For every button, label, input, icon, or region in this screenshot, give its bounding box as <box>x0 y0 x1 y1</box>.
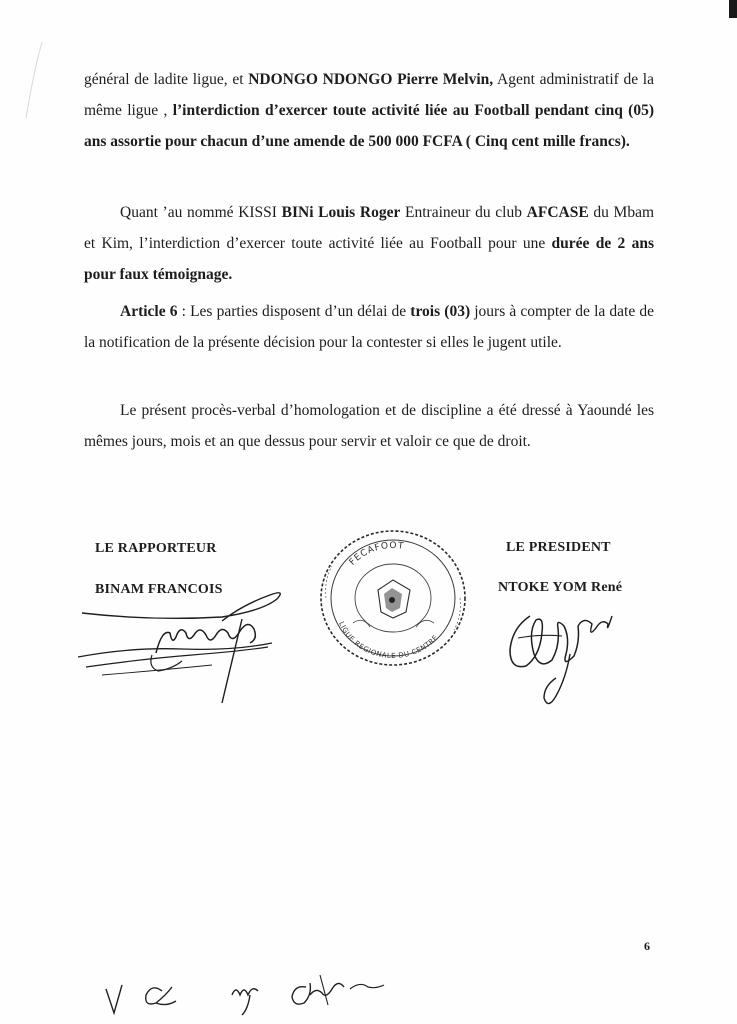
p2-text-2: Entraineur du club <box>400 204 527 221</box>
p1-bold-sanction: l’interdiction d’exercer toute activité liée au Football pendant cinq (05) ans assortie pour chacun d’une amende de 500 000 FCFA ( Cinq cent mille francs). <box>84 102 654 150</box>
svg-text:FECAFOOT <box>348 541 405 568</box>
p4-text-1: Le présent procès-verbal d’homologation et de discipline a été dressé à Yaoundé les mêmes jours, mois et an que dessus pour servir et valoir ce que de droit. <box>84 402 654 450</box>
paragraph-article-6 <box>84 296 654 358</box>
handwritten-initials <box>100 965 400 1020</box>
rapporteur-name: BINAM FRANCOIS <box>95 582 223 597</box>
paragraph-sanctions <box>84 64 654 157</box>
paragraph-closing <box>84 395 654 457</box>
p3-bold-delay: trois (03) <box>410 303 471 320</box>
p1-bold-name: NDONGO NDONGO Pierre Melvin, <box>248 71 494 88</box>
scan-artifact <box>12 40 52 120</box>
president-title: LE PRESIDENT <box>506 540 611 555</box>
page-number: 6 <box>644 939 650 953</box>
stamp-bottom-text: LIGUE REGIONALE DU CENTRE <box>337 620 440 661</box>
p3-bold-article: Article 6 <box>120 303 178 320</box>
p2-bold-duration: durée de 2 ans pour faux témoignage. <box>84 235 654 283</box>
p3-text-1: : Les parties disposent d’un délai de <box>177 303 411 320</box>
rapporteur-signature <box>72 585 292 710</box>
president-name: NTOKE YOM René <box>498 580 623 595</box>
official-stamp <box>318 528 468 668</box>
p2-text-3: du Mbam et Kim, l’interdiction d’exercer toute activité liée au Football pour une <box>84 204 655 252</box>
paragraph-coach-sanction <box>84 197 654 290</box>
stamp-top-text: FECAFOOT <box>347 540 405 568</box>
p2-bold-club: AFCASE <box>526 204 589 221</box>
p1-text-1: général de ladite ligue, et <box>84 71 249 88</box>
p1-text-2: Agent administratif de la même ligue , <box>84 71 654 119</box>
p2-bold-name: BINi Louis Roger <box>281 204 401 221</box>
rapporteur-title: LE RAPPORTEUR <box>95 541 217 556</box>
p2-text-1: Quant ’au nommé KISSI <box>120 204 282 221</box>
p3-text-2: jours à compter de la date de la notification de la présente décision pour la contester si elles le jugent utile. <box>84 303 654 351</box>
president-signature <box>500 598 620 713</box>
scan-edge-mark <box>729 0 737 18</box>
